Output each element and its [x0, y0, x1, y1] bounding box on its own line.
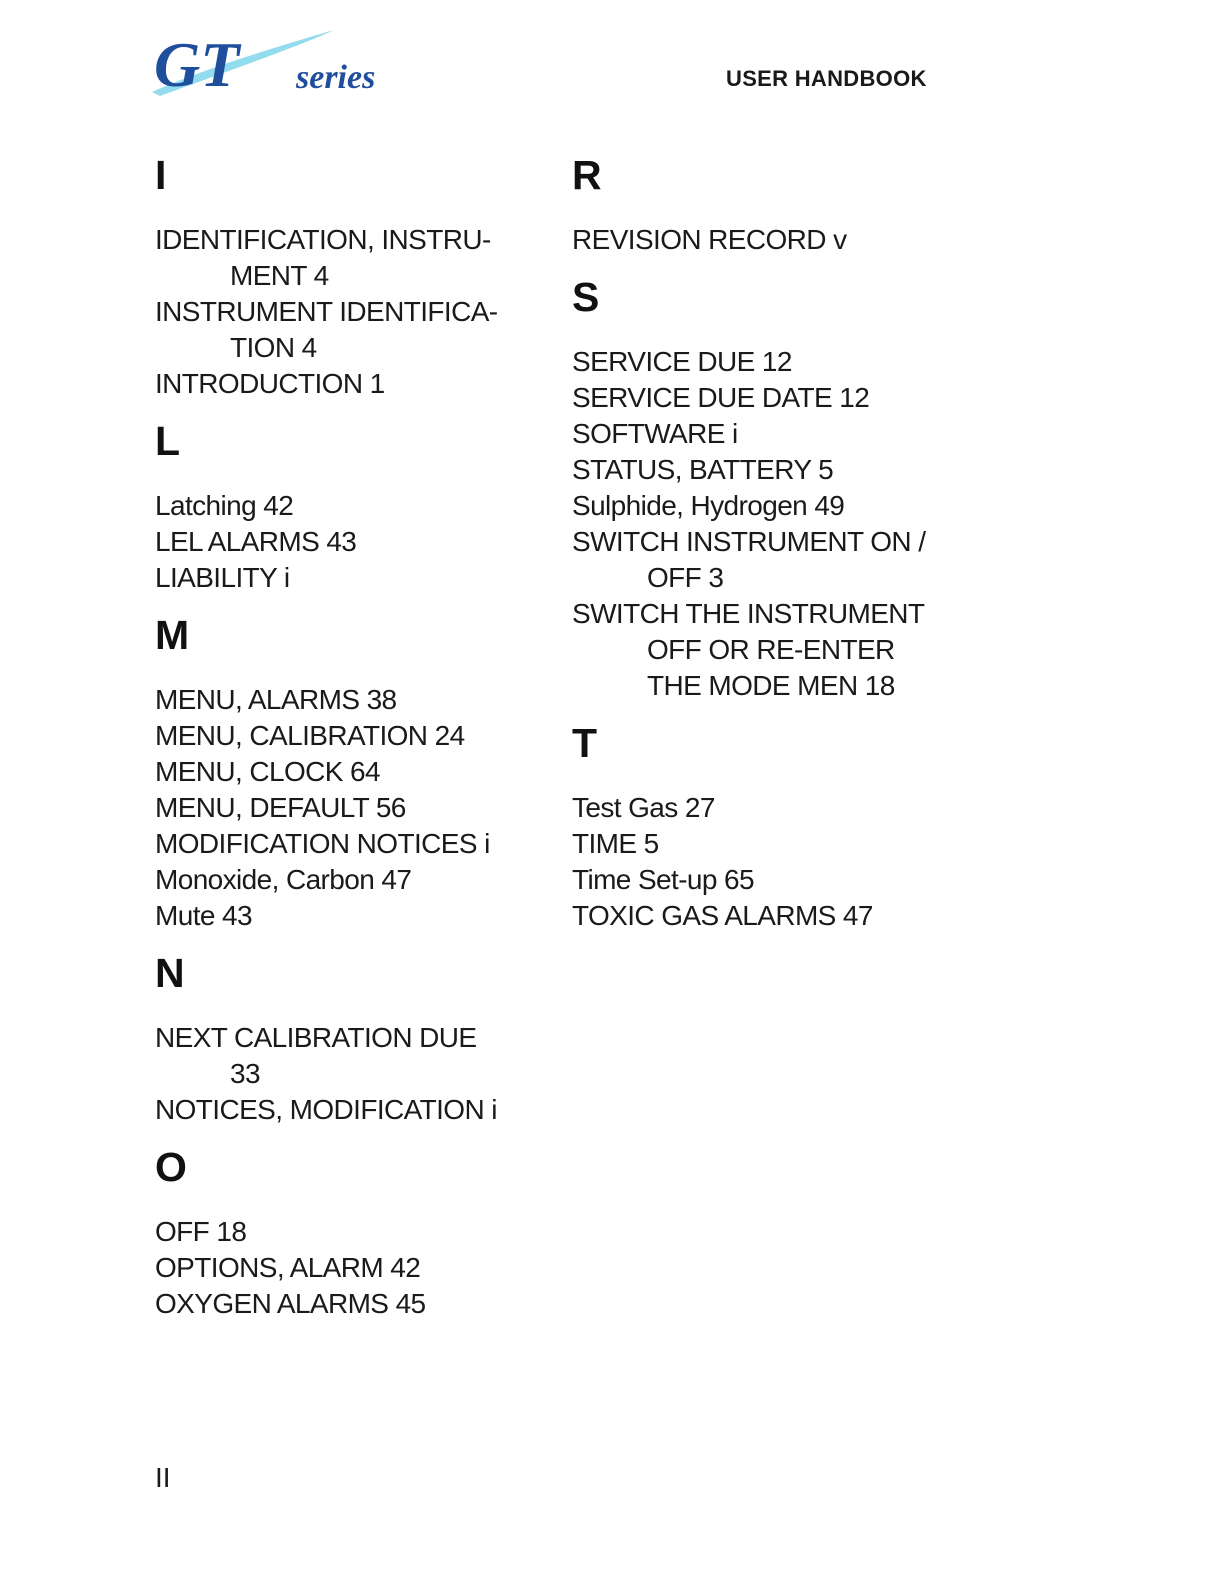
index-entry-list [572, 790, 972, 934]
index-entry [155, 1250, 535, 1286]
index-letter-heading: I [155, 152, 167, 198]
index-entry-text: Sulphide, Hydrogen 49 [572, 490, 845, 521]
index-column-left [155, 150, 535, 1336]
index-entry [155, 560, 535, 596]
index-entry-list [155, 222, 535, 402]
index-entry-text: LIABILITY i [155, 562, 290, 593]
index-letter-heading: L [155, 418, 181, 464]
index-entry [572, 524, 972, 596]
index-entry [155, 862, 535, 898]
index-entry [155, 222, 535, 294]
index-entry-continuation: OFF OR RE-ENTER [647, 634, 895, 665]
index-letter-heading: O [155, 1144, 187, 1190]
gt-series-logo-graphic [150, 26, 410, 100]
index-entry [572, 790, 972, 826]
index-entry-text: Latching 42 [155, 490, 294, 521]
index-entry-continuation: MENT 4 [230, 260, 329, 291]
index-entry [572, 862, 972, 898]
index-entry-list [572, 344, 972, 704]
index-entry [155, 294, 535, 366]
header-title: USER HANDBOOK [726, 66, 927, 91]
index-entry [572, 596, 972, 704]
index-letter-heading: N [155, 950, 185, 996]
index-letter-heading: M [155, 612, 190, 658]
index-entry-text: TIME 5 [572, 828, 659, 859]
index-entry [572, 898, 972, 934]
index-entry [155, 366, 535, 402]
index-entry [155, 898, 535, 934]
index-entry [155, 682, 535, 718]
index-entry [572, 826, 972, 862]
index-letter-heading: S [572, 274, 600, 320]
index-entry-text: TOXIC GAS ALARMS 47 [572, 900, 873, 931]
index-entry-text: SERVICE DUE DATE 12 [572, 382, 870, 413]
index-entry-text: REVISION RECORD v [572, 224, 847, 255]
index-entry-text: SOFTWARE i [572, 418, 738, 449]
index-entry [155, 790, 535, 826]
index-entry-list [155, 488, 535, 596]
index-entry-text: Monoxide, Carbon 47 [155, 864, 412, 895]
index-entry-text: SERVICE DUE 12 [572, 346, 792, 377]
page-number: II [155, 1462, 171, 1493]
index-entry [155, 524, 535, 560]
index-column-right [572, 150, 972, 948]
index-entry-text: MODIFICATION NOTICES i [155, 828, 490, 859]
index-entry-text: MENU, CALIBRATION 24 [155, 720, 465, 751]
index-entry-text: IDENTIFICATION, INSTRU- [155, 224, 491, 255]
index-entry-text: OPTIONS, ALARM 42 [155, 1252, 421, 1283]
index-entry-continuation: 33 [230, 1058, 260, 1089]
index-entry [155, 1214, 535, 1250]
index-entry [155, 1092, 535, 1128]
index-entry [572, 222, 972, 258]
index-entry [155, 754, 535, 790]
index-entry-text: STATUS, BATTERY 5 [572, 454, 834, 485]
index-entry-text: MENU, DEFAULT 56 [155, 792, 406, 823]
index-entry [572, 488, 972, 524]
index-entry [572, 344, 972, 380]
index-entry-text: OXYGEN ALARMS 45 [155, 1288, 426, 1319]
index-entry [155, 1020, 535, 1092]
index-entry-text: SWITCH INSTRUMENT ON / [572, 526, 926, 557]
index-entry [572, 416, 972, 452]
index-entry [572, 452, 972, 488]
index-entry-list [155, 682, 535, 934]
index-letter-heading: R [572, 152, 602, 198]
index-entry-text: OFF 18 [155, 1216, 247, 1247]
index-entry [155, 718, 535, 754]
index-entry-text: INSTRUMENT IDENTIFICA- [155, 296, 498, 327]
logo-sub-text: series [296, 59, 376, 96]
index-entry-text: NOTICES, MODIFICATION i [155, 1094, 497, 1125]
index-entry-text: Time Set-up 65 [572, 864, 754, 895]
index-entry-continuation: THE MODE MEN 18 [647, 670, 895, 701]
index-entry-text: Test Gas 27 [572, 792, 715, 823]
index-entry-continuation: OFF 3 [647, 562, 724, 593]
index-entry [572, 380, 972, 416]
index-entry-text: LEL ALARMS 43 [155, 526, 357, 557]
index-entry-list [572, 222, 972, 258]
index-letter-heading: T [572, 720, 598, 766]
index-entry-continuation: TION 4 [230, 332, 317, 363]
logo-main-text: GT [154, 29, 240, 100]
index-entry-text: SWITCH THE INSTRUMENT [572, 598, 925, 629]
index-entry-text: Mute 43 [155, 900, 252, 931]
index-entry-list [155, 1214, 535, 1322]
index-entry [155, 488, 535, 524]
index-entry-text: MENU, CLOCK 64 [155, 756, 380, 787]
index-entry [155, 1286, 535, 1322]
index-entry-list [155, 1020, 535, 1128]
index-entry-text: MENU, ALARMS 38 [155, 684, 397, 715]
gt-series-logo [150, 26, 410, 100]
index-entry [155, 826, 535, 862]
index-entry-text: NEXT CALIBRATION DUE [155, 1022, 477, 1053]
index-entry-text: INTRODUCTION 1 [155, 368, 385, 399]
